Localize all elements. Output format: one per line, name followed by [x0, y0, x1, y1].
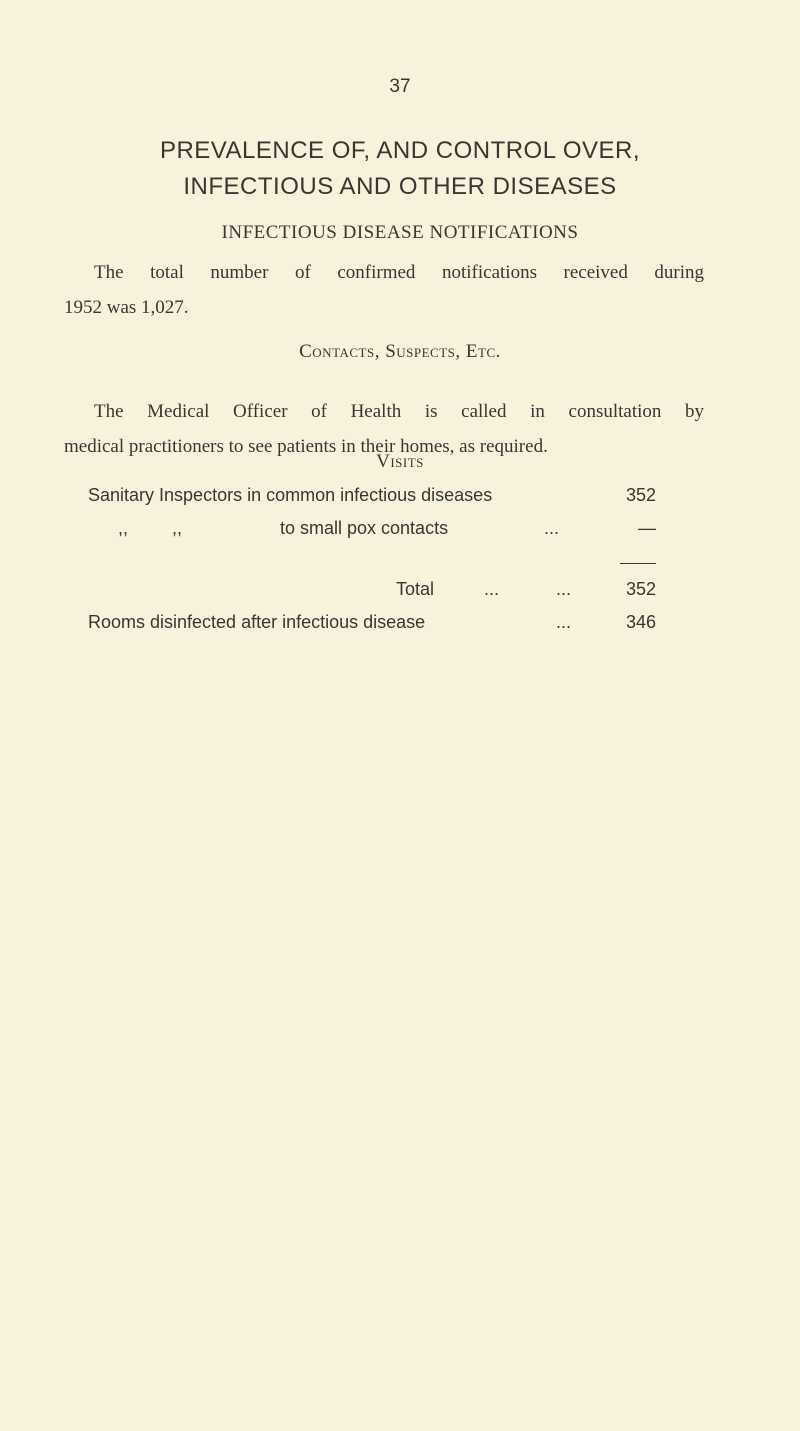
- total-label: Total: [396, 579, 435, 599]
- row-value: 352: [625, 485, 656, 505]
- page-title: [0, 133, 800, 205]
- page-title-line-2: INFECTIOUS AND OTHER DISEASES: [183, 173, 617, 200]
- total-value: 352: [625, 579, 656, 599]
- page-title-line-1: PREVALENCE OF, AND CONTROL OVER,: [159, 137, 641, 164]
- consultation-line-1: The Medical Officer of Health is called in consultation by: [94, 401, 704, 422]
- row-value: 346: [625, 612, 656, 632]
- contacts-heading: Contacts, Suspects, Etc.: [299, 341, 501, 362]
- ditto-mark: ,,: [118, 518, 129, 538]
- notifications-line-2: 1952 was 1,027.: [64, 297, 189, 318]
- row-label: to small pox contacts: [280, 518, 449, 538]
- row-label: Sanitary Inspectors in common infectious diseases: [88, 485, 493, 505]
- page-number: 37: [389, 76, 411, 97]
- section-heading-notifications: INFECTIOUS DISEASE NOTIFICATIONS: [221, 222, 579, 243]
- row-value: —: [638, 518, 656, 538]
- row-label: Rooms disinfected after infectious disease: [88, 612, 426, 632]
- table-row-rooms-disinfected: [88, 612, 656, 640]
- leader-dots: ...: [556, 579, 572, 599]
- visits-heading: Visits: [376, 451, 424, 472]
- notifications-line-1: The total number of confirmed notifications received during: [94, 262, 704, 283]
- leader-dots: ...: [544, 518, 560, 538]
- table-row-total: [88, 579, 656, 607]
- consultation-line-2: medical practitioners to see patients in their homes, as required.: [64, 436, 548, 457]
- notifications-paragraph: [64, 255, 704, 325]
- table-row-common-infectious: [88, 485, 656, 513]
- leader-dots: ...: [484, 579, 500, 599]
- table-row-small-pox-contacts: [88, 518, 656, 546]
- ditto-mark: ,,: [172, 518, 183, 538]
- total-rule-divider: [620, 563, 656, 564]
- leader-dots: ...: [556, 612, 572, 632]
